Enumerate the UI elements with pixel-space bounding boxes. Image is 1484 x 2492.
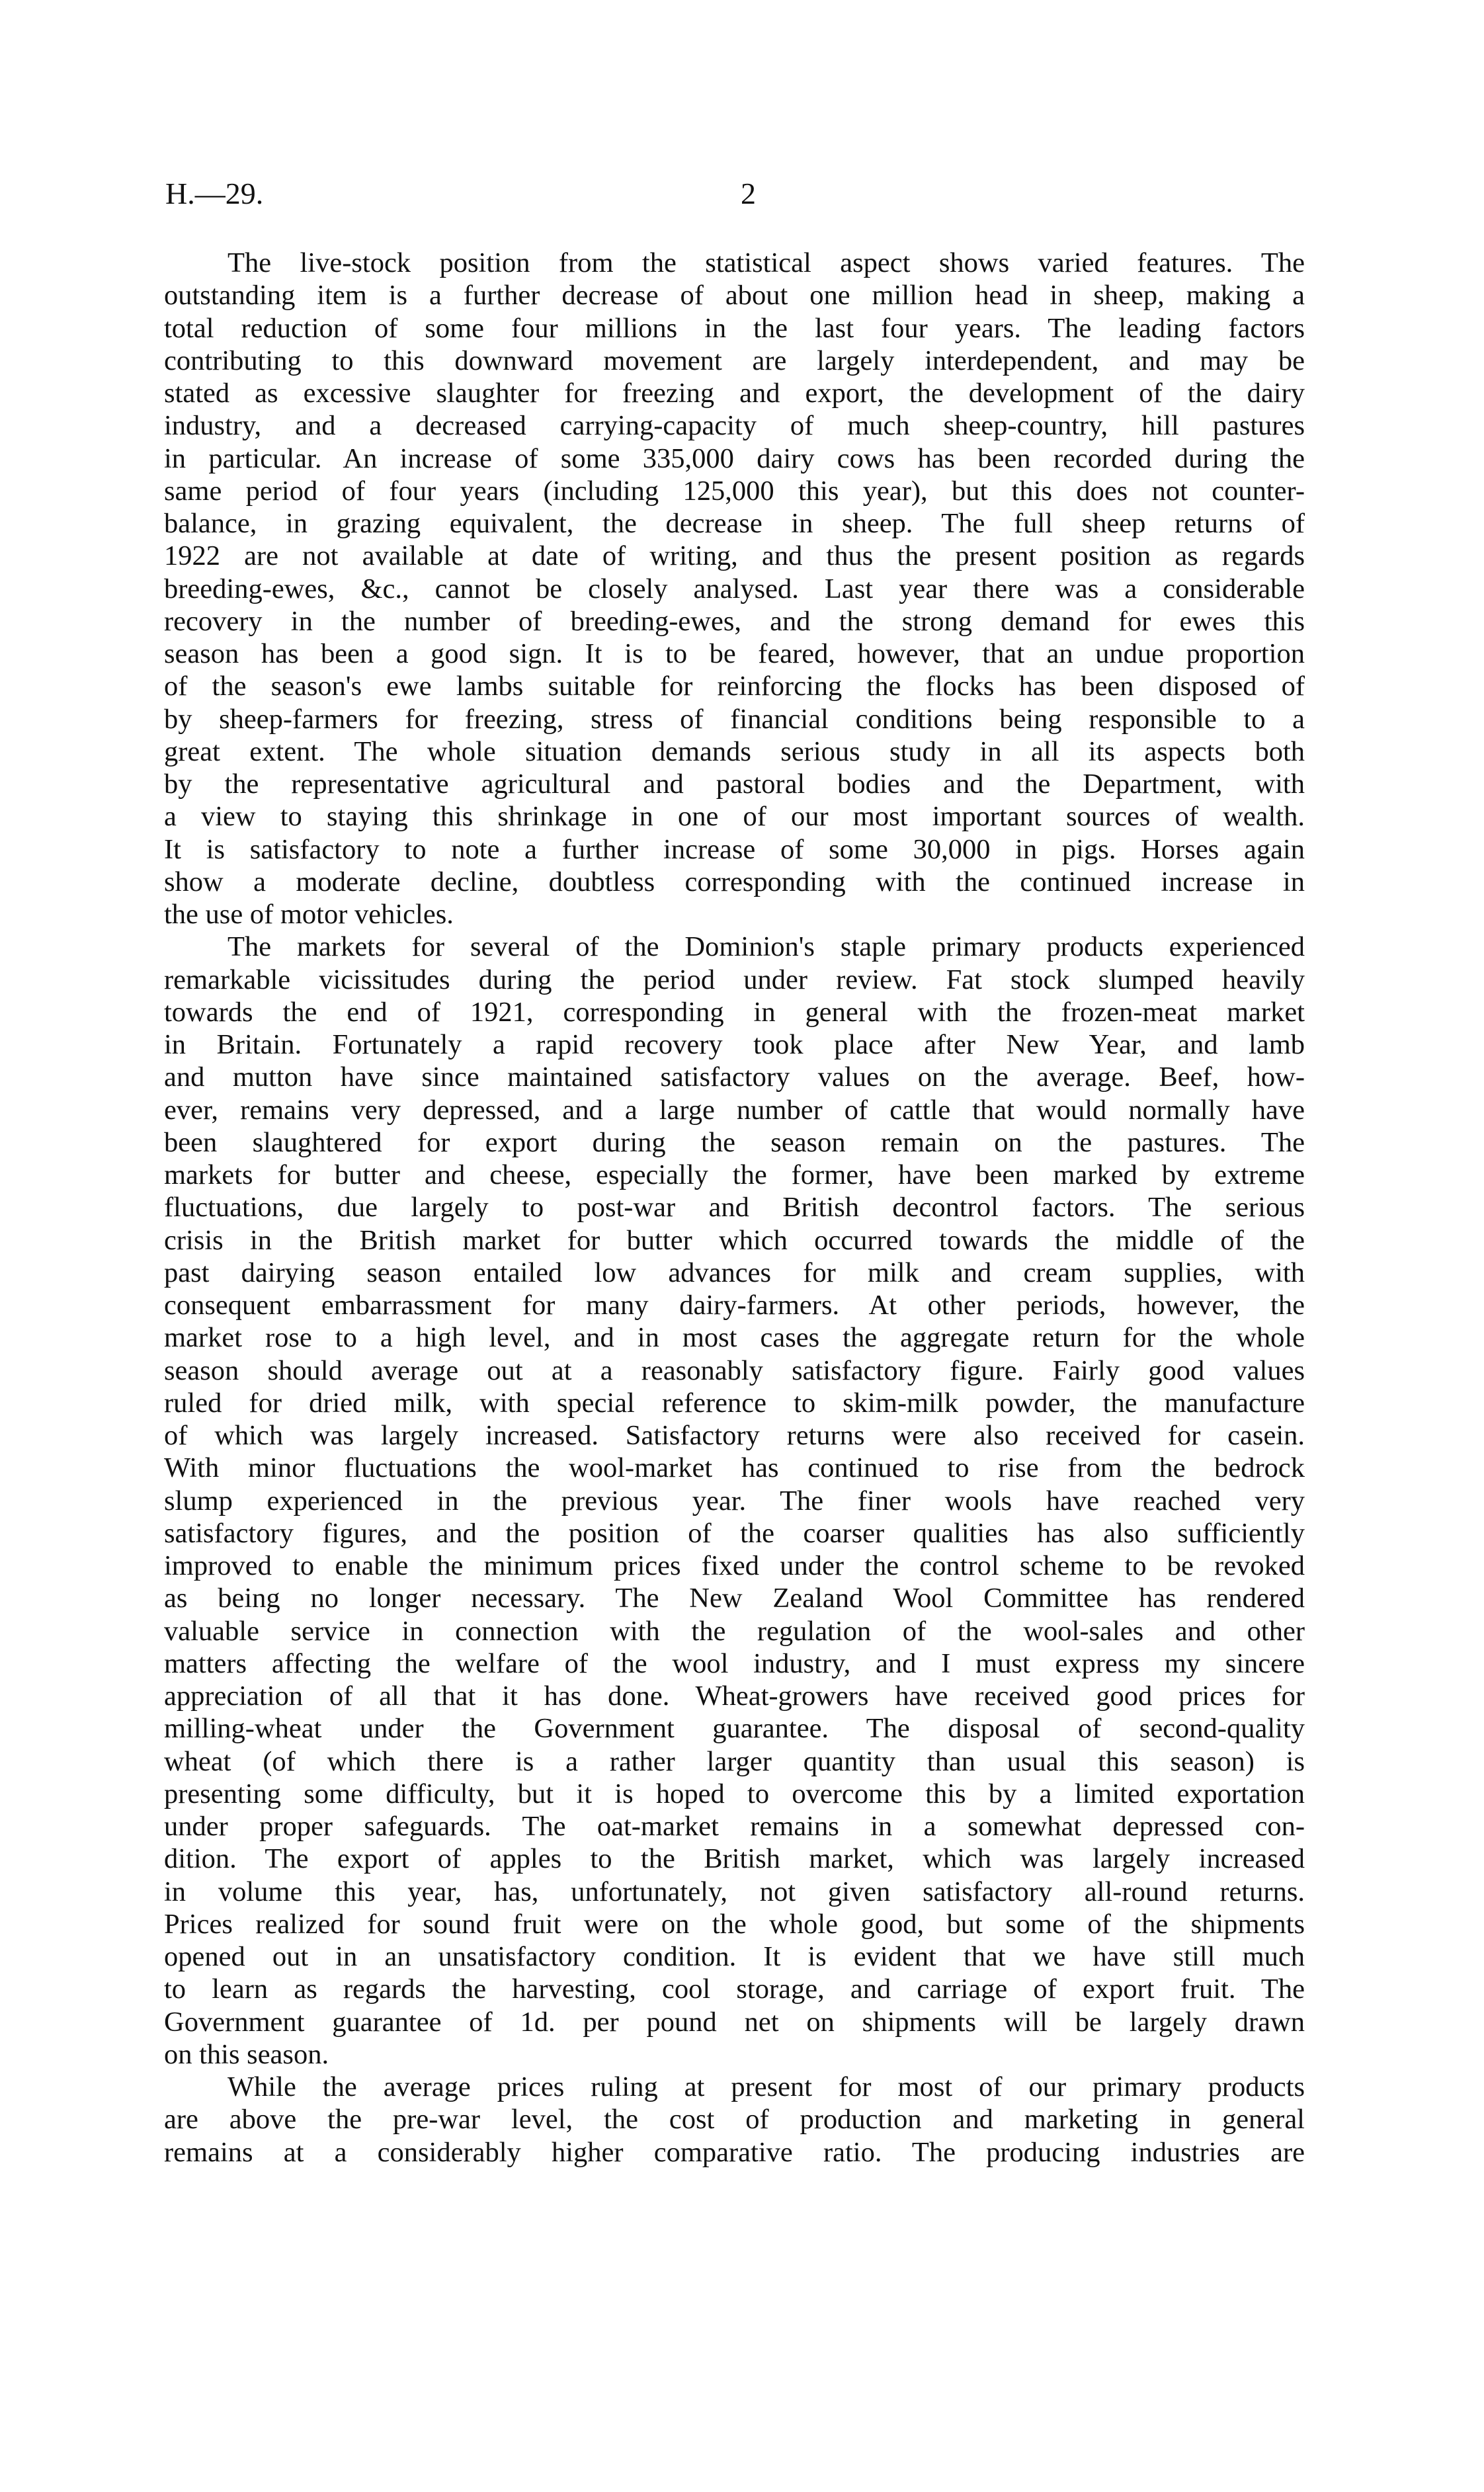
- text-line: past dairying season entailed low advances for milk and cream supplies, with: [164, 1257, 1305, 1288]
- text-line: on this season.: [164, 2038, 329, 2070]
- text-line: The live-stock position from the statistical aspect shows varied features. The: [227, 247, 1305, 278]
- text-line: been slaughtered for export during the season remain on the pastures. The: [164, 1126, 1305, 1158]
- text-line: towards the end of 1921, corresponding in general with the frozen-meat market: [164, 996, 1305, 1028]
- paragraph: [164, 247, 1305, 931]
- text-line: of which was largely increased. Satisfactory returns were also received for casein.: [164, 1420, 1305, 1451]
- text-line: presenting some difficulty, but it is hoped to overcome this by a limited exportation: [164, 1778, 1305, 1809]
- text-line: remarkable vicissitudes during the period under review. Fat stock slumped heavily: [164, 964, 1305, 995]
- text-line: ever, remains very depressed, and a large number of cattle that would normally have: [164, 1094, 1305, 1126]
- page-number: 2: [741, 177, 756, 210]
- text-line: in particular. An increase of some 335,000 dairy cows has been recorded during the: [164, 442, 1305, 474]
- text-line: same period of four years (including 125,000 this year), but this does not counter-: [164, 475, 1305, 507]
- text-line: market rose to a high level, and in most cases the aggregate return for the whole: [164, 1322, 1305, 1354]
- text-line: of the season's ewe lambs suitable for reinforcing the flocks has been disposed of: [164, 671, 1305, 702]
- text-line: opened out in an unsatisfactory condition. It is evident that we have still much: [164, 1941, 1305, 1972]
- text-line: Prices realized for sound fruit were on the whole good, but some of the shipments: [164, 1908, 1305, 1940]
- text-line: markets for butter and cheese, especially the former, have been marked by extreme: [164, 1159, 1305, 1190]
- text-line: 1922 are not available at date of writing, and thus the present position as regards: [164, 540, 1305, 572]
- paragraph: [164, 2071, 1305, 2169]
- text-line: slump experienced in the previous year. The finer wools have reached very: [164, 1485, 1305, 1516]
- text-line: It is satisfactory to note a further increase of some 30,000 in pigs. Horses again: [164, 833, 1305, 865]
- text-line: matters affecting the welfare of the wool industry, and I must express my sincere: [164, 1647, 1305, 1679]
- text-line: as being no longer necessary. The New Zealand Wool Committee has rendered: [164, 1583, 1305, 1614]
- text-line: Government guarantee of 1d. per pound net on shipments will be largely drawn: [164, 2006, 1305, 2038]
- text-line: season has been a good sign. It is to be feared, however, that an undue proportion: [164, 638, 1305, 669]
- text-line: ruled for dried milk, with special reference to skim-milk powder, the manufacture: [164, 1387, 1305, 1419]
- text-line: appreciation of all that it has done. Wheat-growers have received good prices for: [164, 1681, 1305, 1712]
- text-line: by the representative agricultural and pastoral bodies and the Department, with: [164, 768, 1305, 800]
- body-text: [164, 247, 1305, 2169]
- text-line: and mutton have since maintained satisfactory values on the average. Beef, how-: [164, 1061, 1305, 1093]
- text-line: valuable service in connection with the regulation of the wool-sales and other: [164, 1615, 1305, 1647]
- text-line: remains at a considerably higher comparative ratio. The producing industries are: [164, 2136, 1305, 2168]
- text-line: great extent. The whole situation demands serious study in all its aspects both: [164, 735, 1305, 767]
- text-line: are above the pre-war level, the cost of production and marketing in general: [164, 2104, 1305, 2136]
- text-line: With minor fluctuations the wool-market has continued to rise from the bedrock: [164, 1452, 1305, 1484]
- text-line: in volume this year, has, unfortunately, not given satisfactory all-round returns.: [164, 1876, 1305, 1907]
- text-line: satisfactory figures, and the position of the coarser qualities has also sufficiently: [164, 1517, 1305, 1549]
- text-line: wheat (of which there is a rather larger quantity than usual this season) is: [164, 1745, 1305, 1777]
- text-line: The markets for several of the Dominion's staple primary products experienced: [227, 931, 1305, 963]
- document-reference: H.—29.: [165, 177, 264, 210]
- text-line: by sheep-farmers for freezing, stress of financial conditions being responsible to a: [164, 703, 1305, 735]
- text-line: milling-wheat under the Government guarantee. The disposal of second-quality: [164, 1713, 1305, 1745]
- text-line: season should average out at a reasonably satisfactory figure. Fairly good values: [164, 1354, 1305, 1386]
- text-line: the use of motor vehicles.: [164, 899, 454, 930]
- text-line: breeding-ewes, &c., cannot be closely analysed. Last year there was a considerable: [164, 573, 1305, 604]
- text-line: under proper safeguards. The oat-market remains in a somewhat depressed con-: [164, 1811, 1305, 1842]
- text-line: balance, in grazing equivalent, the decrease in sheep. The full sheep returns of: [164, 508, 1305, 539]
- text-line: While the average prices ruling at present for most of our primary products: [227, 2071, 1305, 2102]
- text-line: outstanding item is a further decrease of about one million head in sheep, making a: [164, 280, 1305, 312]
- text-line: a view to staying this shrinkage in one of our most important sources of wealth.: [164, 801, 1305, 833]
- text-line: to learn as regards the harvesting, cool storage, and carriage of export fruit. The: [164, 1973, 1305, 2005]
- text-line: crisis in the British market for butter which occurred towards the middle of the: [164, 1224, 1305, 1256]
- text-line: dition. The export of apples to the British market, which was largely increased: [164, 1843, 1305, 1875]
- text-line: recovery in the number of breeding-ewes, and the strong demand for ewes this: [164, 605, 1305, 637]
- text-line: in Britain. Fortunately a rapid recovery took place after New Year, and lamb: [164, 1029, 1305, 1060]
- text-line: fluctuations, due largely to post-war and British decontrol factors. The serious: [164, 1192, 1305, 1224]
- text-line: industry, and a decreased carrying-capacity of much sheep-country, hill pastures: [164, 410, 1305, 442]
- text-line: show a moderate decline, doubtless corresponding with the continued increase in: [164, 866, 1305, 897]
- paragraph: [164, 931, 1305, 2071]
- text-line: total reduction of some four millions in the last four years. The leading factors: [164, 312, 1305, 344]
- text-line: improved to enable the minimum prices fixed under the control scheme to be revoked: [164, 1550, 1305, 1581]
- text-line: consequent embarrassment for many dairy-farmers. At other periods, however, the: [164, 1290, 1305, 1321]
- text-line: stated as excessive slaughter for freezing and export, the development of the dairy: [164, 378, 1305, 409]
- text-line: contributing to this downward movement are largely interdependent, and may be: [164, 345, 1305, 376]
